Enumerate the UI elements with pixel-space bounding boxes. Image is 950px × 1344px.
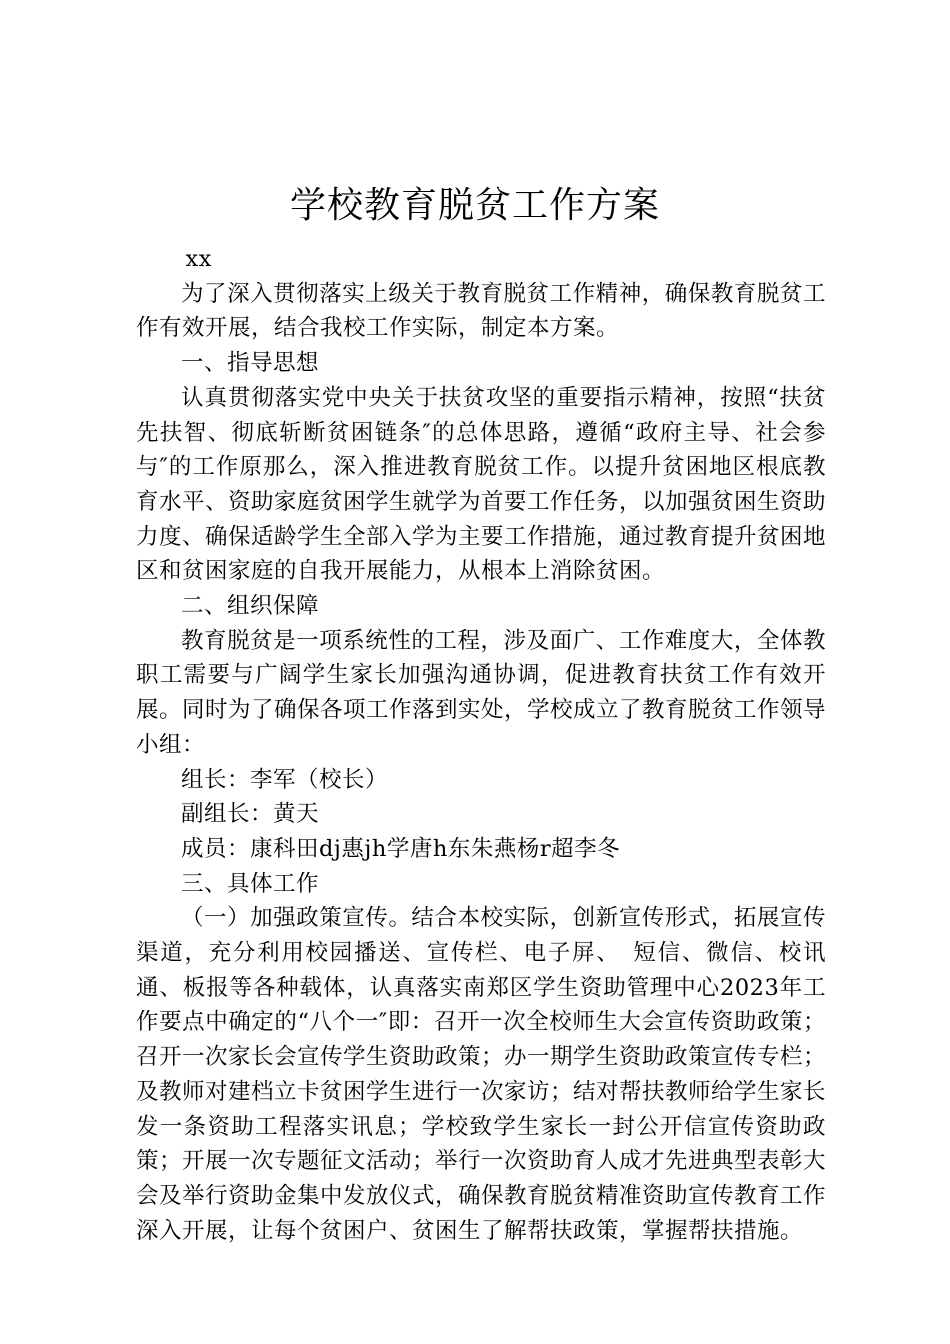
- guiding-ideology-paragraph: 认真贯彻落实党中央关于扶贫攻坚的重要指示精神，按照“扶贫先扶智、彻底斩断贫困链条″的总体思路，遵循“政府主导、社会参与″的工作原那么，深入推进教育脱贫工作。以提升贫困地区根底教育水平、资助家庭贫困学生就学为首要工作任务，以加强贫困生资助力度、确保适龄学生全部入学为主要工作措施，通过教育提升贫困地区和贫困家庭的自我开展能力，从根本上消除贫困。: [136, 384, 827, 585]
- organization-paragraph: 教育脱贫是一项系统性的工程，涉及面广、工作难度大，全体教职工需要与广阔学生家长加强沟通协调，促进教育扶贫工作有效开展。同时为了确保各项工作落到实处，学校成立了教育脱贫工作领导小组：: [136, 627, 827, 758]
- author-line: xx: [185, 246, 212, 272]
- page-title: 学校教育脱贫工作方案: [289, 185, 660, 226]
- document-body: [136, 242, 826, 1248]
- policy-publicity-paragraph: （一）加强政策宣传。结合本校实际，创新宣传形式，拓展宣传渠道，充分利用校园播送、宣传栏、电子屏、 短信、微信、校讯通、板报等各种载体，认真落实南郑区学生资助管理中心2023年工作要点中确定的“八个一″即：召开一次全校师生大会宣传资助政策；召开一次家长会宣传学生资助政策；办一期学生资助政策宣传专栏；及教师对建档立卡贫困学生进行一次家访；结对帮扶教师给学生家长发一条资助工程落实讯息；学校致学生家长一封公开信宣传资助政策；开展一次专题征文活动；举行一次资助育人成才先进典型表彰大会及举行资助金集中发放仪式，确保教育脱贫精准资助宣传教育工作深入开展，让每个贫困户、贫困生了解帮扶政策，掌握帮扶措施。: [136, 905, 827, 1244]
- section-heading-specific-work: 三、具体工作: [181, 870, 320, 897]
- section-heading-organization: 二、组织保障: [181, 593, 320, 620]
- deputy-leader-line: 副组长：黄天: [181, 801, 320, 828]
- team-leader-line: 组长：李军（校长）: [181, 766, 389, 793]
- intro-paragraph: 为了深入贯彻落实上级关于教育脱贫工作精神，确保教育脱贫工作有效开展，结合我校工作实际，制定本方案。: [136, 280, 826, 342]
- section-heading-guiding-ideology: 一、指导思想: [181, 350, 320, 377]
- members-line: 成员：康科田dj惠jh学唐h东朱燕杨r超李冬: [181, 835, 621, 862]
